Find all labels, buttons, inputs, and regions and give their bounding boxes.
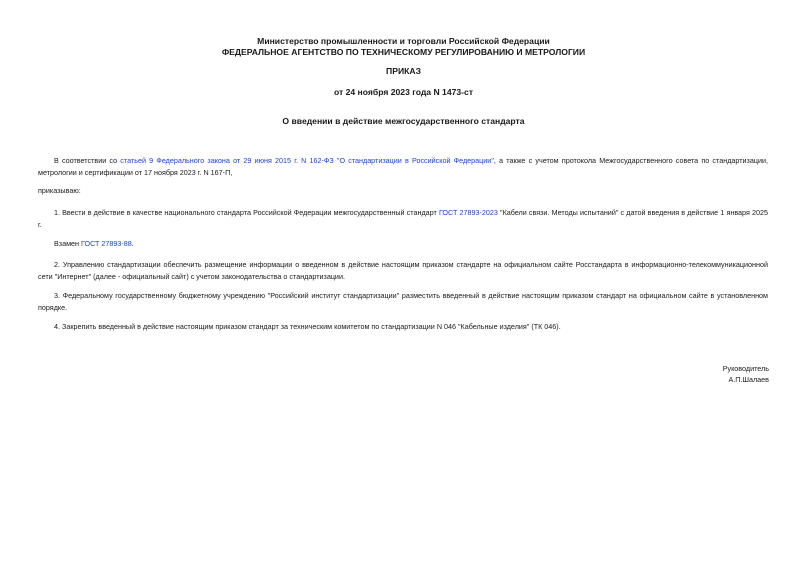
clause-3: 3. Федеральному государственному бюджетному учреждению "Российский институт стандартизации" разместить введенный в действие настоящим приказом стандарт на официальном сайте в установленном порядке. bbox=[38, 291, 768, 312]
replacement-suffix: . bbox=[131, 239, 134, 248]
preamble-suffix: , а также с учетом протокола Межгосударственного совета по стандартизации, метрологии и сертификации от 17 ноября 2023 г. N 167-П, bbox=[38, 156, 768, 177]
clause-2: 2. Управлению стандартизации обеспечить размещение информации о введенном в действие настоящим приказом стандарте на официальном сайте Росстандарта в информационно-телекоммуникационной сети "Интернет" (далее - официальный сайт) с учетом законодательства о стандартизации. bbox=[38, 260, 768, 281]
gost-88-link[interactable]: ГОСТ 27893-88 bbox=[81, 239, 132, 248]
order-word: приказываю: bbox=[38, 186, 81, 195]
document-date: от 24 ноября 2023 года N 1473-ст bbox=[333, 87, 474, 97]
ministry-name: Министерство промышленности и торговли Российской Федерации bbox=[257, 36, 550, 46]
signatory-role: Руководитель bbox=[722, 364, 769, 373]
preamble-paragraph bbox=[38, 155, 768, 178]
document-title: О введении в действие межгосударственного стандарта bbox=[282, 116, 525, 126]
signatory-name: А.П.Шалаев bbox=[728, 375, 769, 384]
preamble-prefix: В соответствии со bbox=[54, 156, 121, 165]
federal-law-link[interactable]: статьей 9 Федерального закона от 29 июня 2015 г. N 162-ФЗ "О стандартизации в Российской Федерации" bbox=[120, 156, 494, 165]
gost-2023-link[interactable]: ГОСТ 27893-2023 bbox=[438, 208, 498, 217]
replacement-prefix: Взамен bbox=[54, 239, 81, 248]
clause-1 bbox=[38, 207, 768, 230]
clause-1-prefix: 1. Ввести в действие в качестве национального стандарта Российской Федерации межгосударственный стандарт bbox=[54, 208, 439, 217]
replacement-line bbox=[38, 238, 768, 250]
clause-4: 4. Закрепить введенный в действие настоящим приказом стандарт за техническим комитетом по стандартизации N 046 "Кабельные изделия" (ТК 046). bbox=[54, 322, 561, 331]
agency-name: ФЕДЕРАЛЬНОЕ АГЕНТСТВО ПО ТЕХНИЧЕСКОМУ РЕГУЛИРОВАНИЮ И МЕТРОЛОГИИ bbox=[221, 47, 586, 57]
clause-1-suffix: "Кабели связи. Методы испытаний" с датой введения в действие 1 января 2025 г. bbox=[38, 208, 768, 229]
document-type: ПРИКАЗ bbox=[386, 66, 421, 76]
